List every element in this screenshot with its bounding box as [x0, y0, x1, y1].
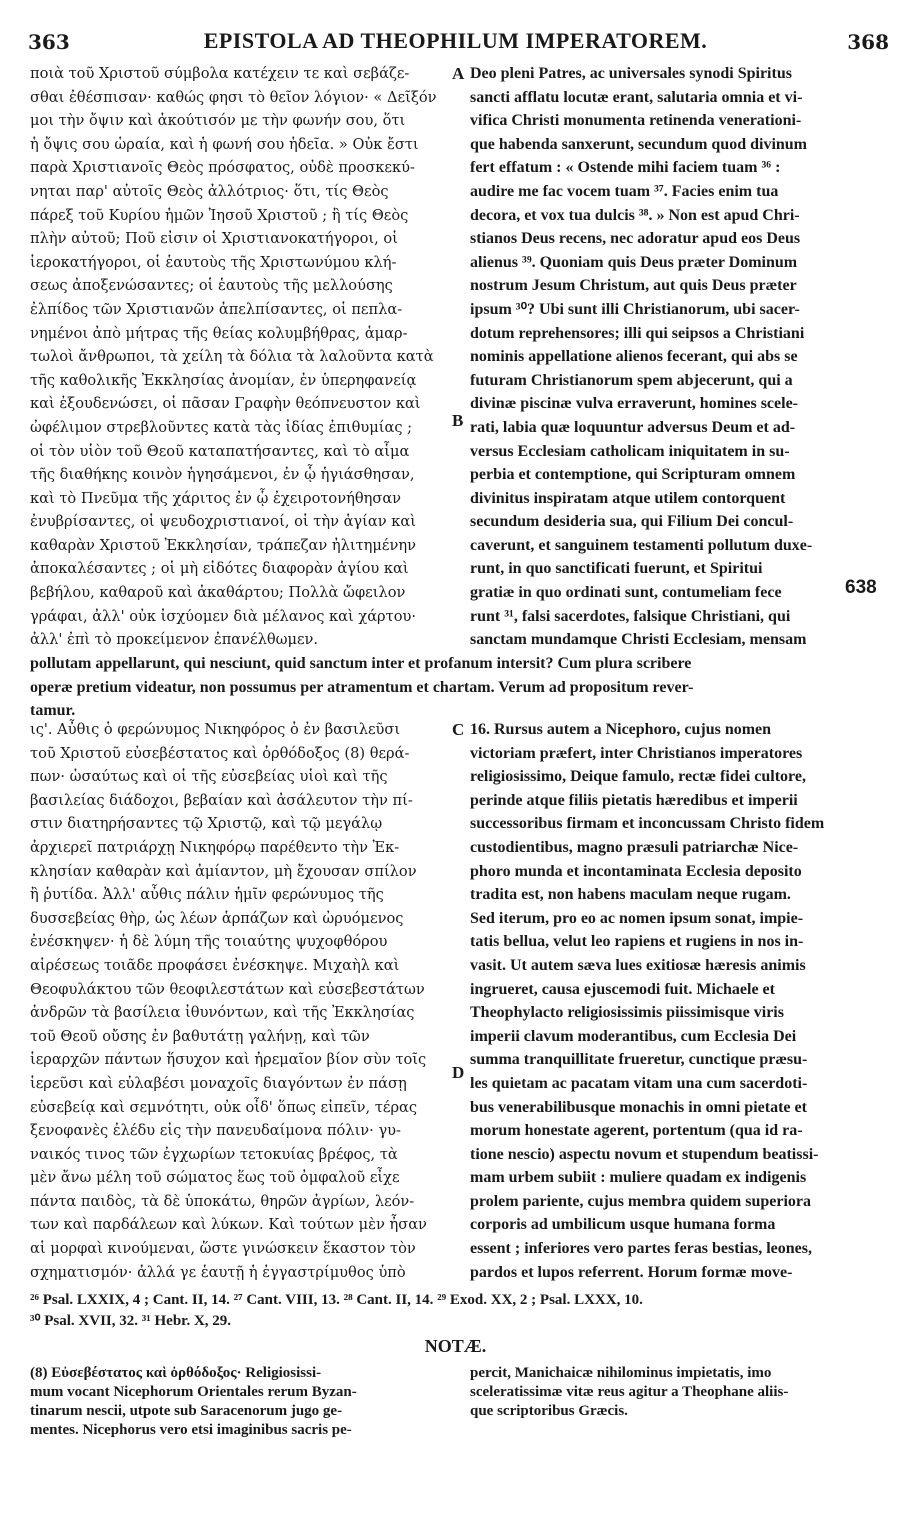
text-line: καὶ τὸ Πνεῦμα τῆς χάριτος ἐν ᾧ ἐχειροτονήθησαν [30, 489, 402, 507]
text-line: ἱεραρχῶν πάντων ἥσυχον καὶ ἠρεμαῖον βίον σὺν τοῖς [30, 1051, 427, 1069]
text-line: δυσσεβείας θὴρ, ὡς λέων ἁρπάζων καὶ ὠρυόμενος [30, 909, 404, 927]
text-line: κλησίαν καθαρὰν καὶ ἀμίαντον, μὴ ἔχουσαν σπίλον [30, 862, 417, 880]
text-line: των καὶ παρδάλεων καὶ λύκων. Καὶ τούτων μὲν ἦσαν [30, 1216, 427, 1234]
text-line: divinitus inspiratam atque utilem contorquent [470, 489, 786, 507]
note-line: (8) Εὐσεβέστατος καὶ ὀρθόδοξος· Religiosissi- [30, 1365, 322, 1381]
latin-full-width-paragraph [30, 652, 882, 723]
section-marker-c: C [452, 720, 465, 739]
text-line: les quietam ac pacatam vitam una cum sacerdoti- [470, 1074, 808, 1092]
text-line: alienus ³⁹. Quoniam quis Deus præter Dominum [470, 253, 798, 271]
text-line: μοι τὴν ὄψιν καὶ ἀκούτισόν με τὴν φωνήν σου, ὅτι [30, 112, 406, 130]
text-line: αἱ μορφαὶ κινούμεναι, ὥστε γινώσκειν ἕκαστον τὸν [30, 1240, 416, 1258]
text-line: phoro munda et incontaminata Ecclesia deposito [470, 862, 802, 880]
text-line: γράφαι, ἀλλ' οὐκ ἰσχύομεν διὰ μέλανος καὶ χάρτου· [30, 607, 417, 625]
text-line: ἱερεῦσι καὶ εὐλαβέσι μοναχοῖς διαγόντων ἐν πάσῃ [30, 1074, 407, 1092]
note-line: percit, Manichaicæ nihilominus impietatis, imo [470, 1365, 772, 1381]
note-line: mentes. Nicephorus vero etsi imaginibus sacris pe- [30, 1422, 352, 1438]
text-line: καὶ ἐξουδενώσει, οἱ πᾶσαν Γραφὴν θεόπνευστον καὶ [30, 395, 421, 413]
text-line: morum honestate agerent, portentum (qua id ra- [470, 1122, 803, 1140]
text-line: τῆς διαθήκης κοινὸν ἡγησάμενοι, ἐν ᾧ ἡγιάσθησαν, [30, 466, 415, 484]
greek-column-top [30, 62, 448, 652]
latin-column-bottom [470, 718, 882, 1284]
text-line: ις'. Αὖθις ὁ φερώνυμος Νικηφόρος ὁ ἐν βασιλεῦσι [30, 721, 401, 738]
text-line: nostrum Jesum Christum, aut quis Deus præter [470, 277, 797, 295]
notes-column-right [470, 1364, 882, 1421]
text-line: pardos et lupos referrent. Horum formæ move- [470, 1263, 793, 1281]
running-title: EPISTOLA AD THEOPHILUM IMPERATOREM. [203, 28, 708, 53]
text-line: ἡ ὄψις σου ὡραία, καὶ ἡ φωνή σου ἡδεῖα. » Οὐκ ἔστι [30, 135, 419, 153]
text-line: βεβήλου, καθαροῦ καὶ ἀκαθάρτου; Πολλὰ ὤφειλον [30, 584, 406, 602]
text-line: ὠφέλιμον στρεβλοῦντες κατὰ τὰς ἰδίας ἐπιθυμίας ; [30, 418, 413, 436]
text-line: ἐνυβρίσαντες, οἱ ψευδοχριστιανοί, οἱ τὴν ἁγίαν καὶ [30, 513, 416, 531]
text-line: pollutam appellarunt, qui nesciunt, quid sanctum inter et profanum intersit? Cum plura scribere [30, 655, 692, 672]
text-line: essent ; inferiores vero partes feras bestias, leones, [470, 1240, 812, 1258]
page-header [0, 12, 911, 52]
text-line: αἱρέσεως τοιᾶδε προφάσει ἐνέσκηψε. Μιχαὴλ καὶ [30, 956, 400, 974]
page-number-left: 363 [28, 30, 70, 54]
text-line: Sed iterum, pro eo ac nomen ipsum sonat, impie- [470, 909, 804, 927]
text-line: prolem pariente, cujus membra quidem superiora [470, 1192, 812, 1210]
text-line: que habenda sanxerunt, secundum quod divinum [470, 135, 808, 153]
section-marker-a: A [452, 64, 465, 83]
text-line: ingrueret, causa ejuscemodi fuit. Michaele et [470, 980, 775, 998]
text-line: ποιὰ τοῦ Χριστοῦ σύμβολα κατέχειν τε καὶ σεβάζε- [30, 65, 410, 82]
text-line: operæ pretium videatur, non possumus per atramentum et chartam. Verum ad propositum rever- [30, 678, 694, 696]
text-line: καθαρὰν Χριστοῦ Ἐκκλησίαν, τράπεζαν ἠλιτημένην [30, 536, 416, 554]
greek-column-bottom [30, 718, 448, 1284]
section-marker-d: D [452, 1063, 465, 1082]
text-line: audire me fac vocem tuam ³⁷. Facies enim tua [470, 182, 779, 200]
note-line: sceleratissimæ vitæ reus agitur a Theophane aliis- [470, 1384, 789, 1400]
text-line: τωλοὶ ἄνθρωποι, τὰ χείλη τὰ δόλια τὰ λαλοῦντα κατὰ [30, 348, 434, 366]
text-line: bus venerabilibusque monachis in omni pietate et [470, 1098, 807, 1116]
text-line: παρὰ Χριστιανοῖς Θεὸς πρόσφατος, οὐδὲ προσκεκύ- [30, 159, 415, 177]
text-line: τῆς καθολικῆς Ἐκκλησίας ἀνομίαν, ἐν ὑπερηφανείᾳ [30, 371, 417, 389]
footnote-line: ³⁰ Psal. XVII, 32. ³¹ Hebr. X, 29. [30, 1313, 232, 1329]
text-line: caverunt, et sanguinem testamenti pollutum duxe- [470, 536, 813, 554]
text-line: runt, in quo sanctificati fuerunt, et Spiritui [470, 560, 763, 578]
text-line: tamur. [30, 702, 76, 720]
text-line: Θεοφυλάκτου τῶν θεοφιλεστάτων καὶ εὐσεβεστάτων [30, 980, 425, 998]
text-line: ἢ ῥυτίδα. Ἀλλ' αὖθις πάλιν ἡμῖν φερώνυμος τῆς [30, 886, 384, 904]
text-line: Deo pleni Patres, ac universales synodi Spiritus [470, 65, 792, 82]
text-line: summa tranquillitate frueretur, cunctique præsu- [470, 1051, 808, 1069]
text-line: runt ³¹, falsi sacerdotes, falsique Christiani, qui [470, 607, 791, 625]
text-line: ἀρχιερεῖ πατριάρχῃ Νικηφόρῳ παρέθεντο τὴν Ἐκ- [30, 838, 400, 856]
text-line: corporis ad umbilicum usque humana forma [470, 1216, 776, 1234]
text-line: rati, labia quæ loquuntur adversus Deum et ad- [470, 418, 796, 436]
text-line: στιν διατηρήσαντες τῷ Χριστῷ, καὶ τῷ μεγάλῳ [30, 815, 383, 833]
note-line: tinarum nescii, utpote sub Saracenorum jugo ge- [30, 1403, 343, 1419]
text-line: πων· ὡσαύτως καὶ οἱ τῆς εὐσεβείας υἱοὶ καὶ τῆς [30, 768, 388, 786]
text-line: ξενοφανὲς ἐλέδυ εἰς τὴν πανευδαίμονα πόλιν· γυ- [30, 1122, 401, 1140]
text-line: sanctam mundamque Christi Ecclesiam, mensam [470, 631, 807, 649]
text-line: divinæ piscinæ vulva erraverunt, homines scele- [470, 395, 798, 413]
latin-column-top [470, 62, 882, 652]
text-line: σχηματισμόν· ἀλλά γε ἑαυτῇ ἡ ἐγγαστρίμυθος ὑπὸ [30, 1263, 406, 1281]
text-line: σθαι ἐθέσπισαν· καθώς φησι τὸ θεῖον λόγιον· « Δεῖξόν [30, 88, 437, 106]
text-line: fert effatum : « Ostende mihi faciem tuam ³⁶ : [470, 159, 781, 177]
text-line: custodientibus, magno præsuli patriarchæ Nice- [470, 838, 799, 856]
text-line: σεως ἀποξενώσαντες; οἱ ἑαυτοὺς τῆς μελλούσης [30, 277, 393, 295]
text-line: tatis bellua, velut leo rapiens et rugiens in nos in- [470, 933, 804, 951]
text-line: εὐσεβείᾳ καὶ σεμνότητι, οὐκ οἶδ' ὅπως εἰπεῖν, τέρας [30, 1098, 418, 1116]
text-line: nominis appellatione alienos fecerant, qui abs se [470, 348, 798, 366]
text-line: versus Ecclesiam catholicam iniquitatem in su- [470, 442, 790, 460]
text-line: πάντα παιδὸς, τὰ δὲ ὑποκάτω, θηρῶν ἀγρίων, λεόν- [30, 1192, 415, 1210]
footnotes [30, 1290, 882, 1332]
text-line: decora, et vox tua dulcis ³⁸. » Non est apud Chri- [470, 206, 800, 224]
text-line: ἱεροκατήγοροι, οἱ ἑαυτοὺς τῆς Χριστωνύμου κλή- [30, 253, 397, 271]
text-line: tradita est, non habens maculam neque rugam. [470, 886, 791, 904]
text-line: νημένοι ἀπὸ μήτρας τῆς θείας κολυμβήθρας, ἁμαρ- [30, 324, 408, 342]
text-line: vifica Christi monumenta retinenda venerationi- [470, 112, 802, 130]
text-line: 16. Rursus autem a Nicephoro, cujus nomen [470, 721, 772, 738]
text-line: gratiæ in quo ordinati sunt, contumeliam fece [470, 584, 782, 602]
text-line: perinde atque filiis pietatis hæredibus et imperii [470, 791, 798, 809]
column-number: 638 [845, 577, 877, 598]
text-line: tione nescio) aspectu novum et stupendum beatissi- [470, 1145, 819, 1163]
text-line: secundum desideria sua, qui Filium Dei concul- [470, 513, 794, 531]
section-marker-b: B [452, 411, 464, 430]
text-line: ipsum ³⁰? Ubi sunt illi Christianorum, ubi sacer- [470, 300, 800, 318]
text-line: ἀλλ' ἐπὶ τὸ προκείμενον ἐπανέλθωμεν. [30, 631, 319, 649]
text-line: successoribus firmam et inconcussam Christo fidem [470, 815, 825, 833]
text-line: πάρεξ τοῦ Κυρίου ἡμῶν Ἰησοῦ Χριστοῦ ; ἢ τίς Θεὸς [30, 206, 409, 224]
notes-column-left [30, 1364, 448, 1440]
text-line: τοῦ Χριστοῦ εὐσεβέστατος καὶ ὀρθόδοξος (8) θερά- [30, 744, 410, 762]
text-line: stianos Deus recens, nec adoratur apud eos Deus [470, 230, 801, 248]
text-line: sancti afflatu locutæ erant, salutaria omnia et vi- [470, 88, 803, 106]
page-number-right: 368 [847, 30, 889, 54]
text-line: perbia et contemptione, qui Scripturam omnem [470, 466, 796, 484]
text-line: ἐλπίδος τῶν Χριστιανῶν ἀπελπίσαντες, οἱ πεπλα- [30, 300, 403, 318]
note-line: que scriptoribus Græcis. [470, 1403, 628, 1419]
notae-heading: NOTÆ. [424, 1336, 487, 1356]
text-line: futuram Christianorum spem abjecerunt, qui a [470, 371, 793, 389]
text-line: οἱ τὸν υἱὸν τοῦ Θεοῦ καταπατήσαντες, καὶ τὸ αἷμα [30, 442, 410, 460]
text-line: ναικός τινος τῶν ἐγχωρίων τετοκυίας βρέφος, τὰ [30, 1145, 398, 1163]
text-line: religiosissimo, Deique famulo, rectæ fidei cultore, [470, 768, 806, 786]
text-line: μὲν ἄνω μέλη τοῦ σώματος ἕως τοῦ ὀμφαλοῦ εἶχε [30, 1169, 400, 1187]
text-line: τοῦ Θεοῦ οὔσης ἐν βαθυτάτῃ γαλήνῃ, καὶ τῶν [30, 1027, 370, 1045]
text-line: ἐνέσκηψεν· ἡ δὲ λύμη τῆς τοιαύτης ψυχοφθόρου [30, 933, 388, 951]
text-line: ἀνδρῶν τὰ βασίλεια ἰθυνόντων, καὶ τῆς Ἐκκλησίας [30, 1004, 415, 1022]
note-line: mum vocant Nicephorum Orientales rerum Byzan- [30, 1384, 357, 1400]
text-line: βασιλείας διάδοχοι, βεβαίαν καὶ ἀσάλευτον τὴν πί- [30, 791, 413, 809]
text-line: Theophylacto religiosissimis piissimisque viris [470, 1004, 784, 1022]
text-line: νηται παρ' αὐτοῖς Θεὸς ἀλλότριος· ὅτι, τίς Θεὸς [30, 182, 389, 200]
text-line: victoriam præfert, inter Christianos imperatores [470, 744, 803, 762]
text-line: dotum reprehensores; illi qui seipsos a Christiani [470, 324, 805, 342]
text-line: vasit. Ut autem sæva lues exitiosæ hæresis animis [470, 956, 806, 974]
text-line: imperii clavum moderantibus, cum Ecclesia Dei [470, 1027, 797, 1045]
text-line: mam urbem subiit : muliere quadam ex indigenis [470, 1169, 807, 1187]
footnote-line: ²⁶ Psal. LXXIX, 4 ; Cant. II, 14. ²⁷ Cant. VIII, 13. ²⁸ Cant. II, 14. ²⁹ Exod. XX, 2 ; Psal. LXXX, 10. [30, 1292, 643, 1308]
text-line: πλὴν αὐτοῦ; Ποῦ εἰσιν οἱ Χριστιανοκατήγοροι, οἱ [30, 230, 398, 248]
text-line: ἀποκαλέσαντες ; οἱ μὴ εἰδότες διαφορὰν ἁγίου καὶ [30, 560, 409, 578]
